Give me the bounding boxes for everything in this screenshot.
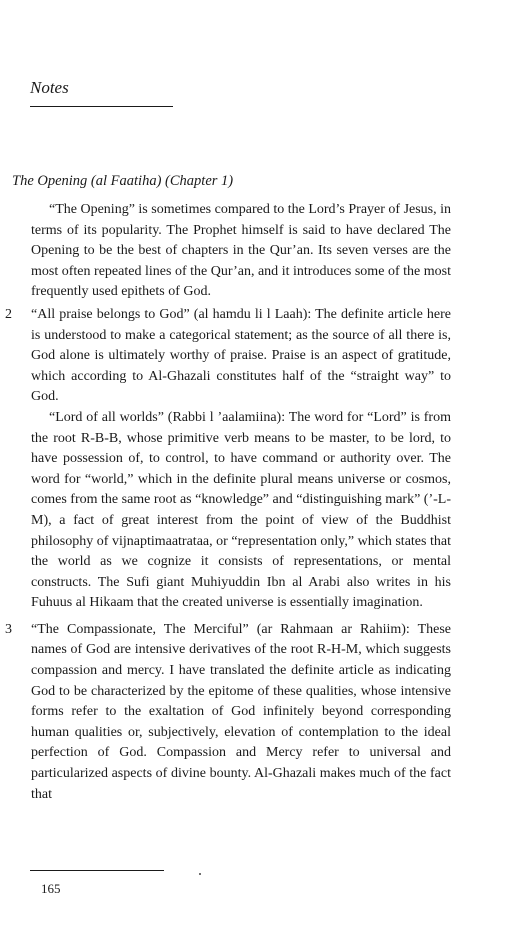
note-3 [5,620,451,805]
heading-rule [30,106,173,107]
note-2 [5,305,451,614]
page-number: 165 [41,881,61,896]
note-paragraph: “Lord of all worlds” (Rabbi l ’aalamiina): The word for “Lord” is from the root R-B-B, whose primitive verb means to be master, to be lord, to have possession of, to control, to have command or authority over. The word for “world,” which in the definite plural means universe or cosmos, comes from the same root as “knowledge” and “distinguishing mark” (’-L-M), a fact of great interest from the point of view of the Buddhist philosophy of vijnaptimaatrataa, or “representation only,” which states that the world as we cognize it consists of representations, or mental constructs. The Sufi giant Muhiyuddin Ibn al Arabi also writes in his Fuhuus al Hikaam that the created universe is essentially imagination. [31,409,451,611]
note-number: 3 [5,621,12,637]
notes-body [5,200,452,805]
note-number: 2 [5,306,12,322]
section-heading: Notes [30,78,69,97]
print-speck [199,873,201,875]
note-paragraph: “All praise belongs to God” (al hamdu li l Laah): The definite article here is understood to make a categorical statement; as the source of all there is, God alone is ultimately worthy of praise. Praise is an aspect of gratitude, which according to Al-Ghazali constitutes half of the “straight way” to God. [31,306,451,405]
intro-paragraph: “The Opening” is sometimes compared to the Lord’s Prayer of Jesus, in terms of its popularity. The Prophet himself is said to have declared The Opening to be the best of chapters in the Qur’an. Its seven verses are the most often repeated lines of the Qur’an, and it introduces some of the most frequently used epithets of God. [31,202,452,300]
footer-rule [30,870,164,871]
chapter-title: The Opening (al Faatiha) (Chapter 1) [12,173,234,189]
note-paragraph: “The Compassionate, The Merciful” (ar Rahmaan ar Rahiim): These names of God are intensive derivatives of the root R-H-M, which suggests compassion and mercy. I have translated the definite article as indicating God to be characterized by the epitome of these qualities, whose intensive forms refer to the exaltation of God infinitely beyond corresponding human qualities or, subjectively, elevation of contemplation to the ideal perfection of God. Compassion and Mercy refer to universal and particularized aspects of divine bounty. Al-Ghazali makes much of the fact that [31,621,451,802]
